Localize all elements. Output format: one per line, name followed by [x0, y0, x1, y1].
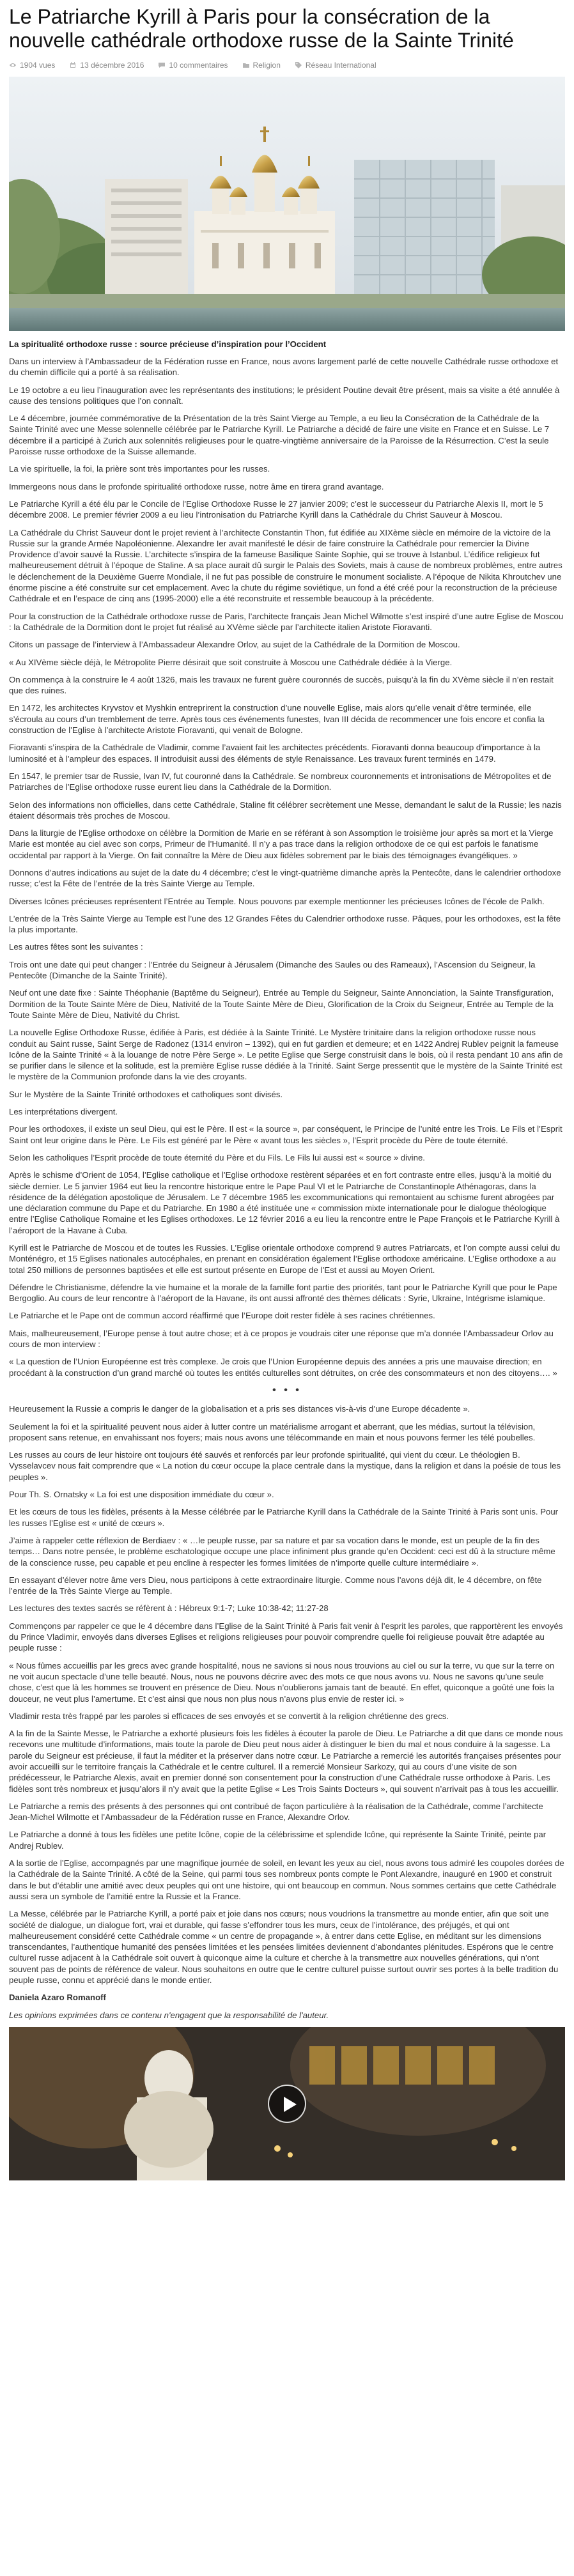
category-meta[interactable]: [242, 61, 281, 70]
article-subtitle: La spiritualité orthodoxe russe : source précieuse d’inspiration pour l’Occident: [9, 339, 327, 349]
paragraph: J’aime à rappeler cette réflexion de Berdiaev : « …le peuple russe, par sa nature et par sa vocation dans le monde, est un peuple de la fin des temps… Dans notre pensée, le problème eschatologique occupe une place infiniment plus grande qu’en Occident: ceci est dû à la structure même de la conscience russe, peu capable et peu encline à respecter les formes limitées de n’importe quelle culture intermédiaire ».: [9, 1535, 555, 1568]
paragraph: Seulement la foi et la spiritualité peuvent nous aider à lutter contre un matérialisme arrogant et aberrant, que les médias, surtout la télévision, proposent sans retenue, en envahissant nos foyers; mais nous avons une télécommande en main et nous pouvons fermer les télé poubelles.: [9, 1421, 536, 1442]
paragraph: A la sortie de l’Eglise, accompagnés par une magnifique journée de soleil, en levant les yeux au ciel, nous avons tous admiré les coupoles dorées de la Cathédrale de la Sainte Trinité. A côté de la Seine, qui parmi tous ses nombreux ponts compte le Pont Alexandre, inauguré en 1900 et construit dans le but d’établir une amitié avec deux peuples qui ont une histoire, qui ont beaucoup en commun. Nous sommes certains que cette Cathédrale aussi sera un symbole de l’amitié entre la Russie et la France.: [9, 1858, 564, 1901]
article-body: [9, 339, 565, 2021]
paragraph: Immergeons nous dans le profonde spiritualité orthodoxe russe, notre âme en tirera grand avantage.: [9, 481, 384, 491]
paragraph: Selon des informations non officielles, dans cette Cathédrale, Staline fit célébrer secrètement une Messe, demandant le salut de la Russie; les nazis étaient désormais très proches de Moscou.: [9, 799, 562, 821]
date-meta: [69, 61, 144, 70]
paragraph: Le Patriarche Kyrill a été élu par le Concile de l’Eglise Orthodoxe Russe le 27 janvier 2009; c’est le successeur du Patriarche Alexis II, mort le 5 décembre 2008. Le premier février 2009 a eu lieu l’intronisation du Patriarche Kyrill dans la Cathédrale du Christ Sauveur à Moscou.: [9, 498, 543, 520]
tags-meta[interactable]: [295, 61, 376, 70]
paragraph: « La question de l’Union Européenne est très complexe. Je crois que l’Union Européenne depuis des années a pris une mauvaise direction; en procédant à la construction d’un grand marché où toutes les entités culturelles sont détruites, on crée des consommateurs et non des citoyens…. »: [9, 1357, 557, 1378]
paragraph: La Cathédrale du Christ Sauveur dont le projet revient à l’architecte Constantin Thon, fut édifiée au XIXème siècle en mémoire de la victoire de la Russie sur la grande Armée Napoléonienne. Alexandre Ier avait manifesté le désir de faire construire la Cathédrale pour remercier la Divine Providence d’avoir sauvé la Russie. L’architecte s’inspira de la fameuse Basilique Sainte Sophie, qui se trouve à Istanbul. L’édifice religieux fut malheureusement détruit à l’époque de Staline. A sa place aurait dû surgir le Palais des Soviets, mais à cause de nombreux problèmes, entre autres le déclenchement de la Deuxième Guerre Mondiale, il ne fut pas possible de construire le monument socialiste. A l’époque de Nikita Khroutchev une énorme piscine a été construite sur cet emplacement. Avec la chute du régime soviétique, un fond a été créé pour la reconstruction de la précieuse Cathédrale et en l’espace de cinq ans (1995-2000) elle a été reconstruite et ressemble beaucoup à la précédente.: [9, 527, 562, 604]
paragraph: Pour les orthodoxes, il existe un seul Dieu, qui est le Père. Il est « la source », par conséquent, le Principe de l’unité entre les Trois. Le Fils et l’Esprit Saint ont leur origine dans le Père. Le Fils est généré par le Père « avant tous les siècles », l’Esprit procède du Père de toute éternité.: [9, 1124, 562, 1145]
comment-icon: [158, 61, 166, 69]
tag-link[interactable]: Réseau International: [305, 61, 376, 70]
paragraph: Commençons par rappeler ce que le 4 décembre dans l’Eglise de la Saint Trinité à Paris fait venir à l’esprit les paroles, que rapportèrent les envoyés du Prince Vladimir, envoyés dans diverses Eglises et religions religieuses pour pouvoir comprendre quelle foi religieuse pouvait être adaptée au peuple russe :: [9, 1621, 563, 1653]
paragraph: Défendre le Christianisme, défendre la vie humaine et la morale de la famille font partie des priorités, tant pour le Patriarche Kyrill que pour le Pape Bergoglio. Au cours de leur rencontre à l’aéroport de la Havane, ils ont aussi affronté des thèmes délicats : Syrie, Ukraine, Intégrisme islamique.: [9, 1282, 557, 1304]
paragraph: Le Patriarche a remis des présents à des personnes qui ont contribué de façon particulière à la réalisation de la Cathédrale, comme l’architecte Jean-Michel Wilmotte et l’Ambassadeur de la Fédération russe en France, Alexandre Orlov.: [9, 1801, 543, 1823]
paragraph: Heureusement la Russie a compris le danger de la globalisation et a pris ses distances vis-à-vis d’une Europe décadente ».: [9, 1404, 470, 1414]
paragraph: Dans la liturgie de l’Eglise orthodoxe on célèbre la Dormition de Marie en se référant à son Assomption le troisième jour après sa mort et la Vierge Marie est montée au ciel avec son corps, Primeur de l’Humanité. Il n’y a pas trace dans la religion orthodoxe de ce qui est parfois le fanatisme occidental par rapport à la Vierge. On fait connaître la Mère de Dieu aux fidèles sobrement par le biais des témoignages évangéliques. »: [9, 828, 554, 860]
paragraph: Sur le Mystère de la Sainte Trinité orthodoxes et catholiques sont divisés.: [9, 1089, 283, 1099]
paragraph: Le Patriarche a donné à tous les fidèles une petite Icône, copie de la célébrissime et splendide Icône, qui représente la Sainte Trinité, peinte par Andrej Rublev.: [9, 1830, 547, 1851]
paragraph: Selon les catholiques l’Esprit procède de toute éternité du Père et du Fils. Le Fils lui aussi est « source » divine.: [9, 1152, 425, 1162]
paragraph: Mais, malheureusement, l’Europe pense à tout autre chose; et à ce propos je voudrais citer une réponse que m’a donnée l’Ambassadeur Orlov au cours de mon interview :: [9, 1328, 554, 1350]
paragraph: En essayant d’élever notre âme vers Dieu, nous participons à cette extraordinaire liturgie. Comme nous l’avons déjà dit, le 4 décembre, on fête l’entrée de la Très Sainte Vierge au Temple.: [9, 1575, 542, 1596]
paragraph: Le 4 décembre, journée commémorative de la Présentation de la très Saint Vierge au Temple, a eu lieu la Consécration de la Cathédrale de la Sainte Trinité avec une Messe solennelle célébrée par le Patriarche Kyrill. Le Patriarche a décidé de faire une visite en France et en Suisse. Le 7 décembre il a participé à Zurich aux solennités religieuses pour le quatre-vingtième anniversaire de la Paroisse de la Résurrection. C’est la seule Paroisse russe orthodoxe de la Suisse allemande.: [9, 413, 550, 457]
paragraph: « Nous fûmes accueillis par les grecs avec grande hospitalité, nous ne savions si nous nous trouvions au ciel ou sur la terre, vu que sur la terre on ne voit aucun spectacle d’une telle beauté. Nous, nous ne pouvons décrire avec des mots ce que nous avons vu. Nous ne savons qu’une seule chose, c’est que là les hommes se trouvent en présence de Dieu. Nous n’oublierons jamais tant de beauté. En effet, quiconque a goûté une fois la douceur, ne veut plus l’amertume. Et c’est ainsi que nous non plus nous n’avons plus envie de rester ici. »: [9, 1660, 555, 1704]
paragraph: Diverses Icônes précieuses représentent l’Entrée au Temple. Nous pouvons par exemple mentionner les précieuses Icônes de l’école de Palkh.: [9, 896, 545, 906]
paragraph: La nouvelle Eglise Orthodoxe Russe, édifiée à Paris, est dédiée à la Sainte Trinité. Le Mystère trinitaire dans la religion orthodoxe russe nous conduit au Saint russe, Saint Serge de Radonez (1314 environ – 1392), qui en fut gardien et demeure; et en 1422 Andrej Rublev peignit la fameuse Icône de la Sainte Trinité « à la louange de notre Père Serge ». Le petite Eglise que Serge construisit dans le bois, où il resta pendant 10 ans afin de se purifier dans le silence et la solitude, est la première Eglise russe dédiée à la Trinité. Saint Serge pressentit que le mystère de la Sainte Trinité est le mystère de la Communion profonde dans la vie des croyants.: [9, 1028, 563, 1082]
paragraph: A la fin de la Sainte Messe, le Patriarche a exhorté plusieurs fois les fidèles à écouter la parole de Dieu. Le Patriarche a dit que dans ce monde nous recevons une multitude d’informations, mais toute la parole de Dieu peut nous aider à distinguer le bien du mal et nous conduire à la sagesse. La parole du Seigneur est précieuse, il faut la méditer et la préserver dans notre cœur. Le Patriarche a remercié les autorités françaises présentes pour avoir accueilli sur le territoire français la Cathédrale et le centre culturel. Il a remercié Monsieur Sarkozy, qui au cours d’une visite de son prédécesseur, le Patriarche Alexis, avait en premier donné son consentement pour la construction d’une Cathédrale russe orthodoxe à Paris. Les fidèles sont très nombreux et jusqu’alors il n’y avait que la petite Eglise « Les Trois Saints Docteurs », qui souvent n’arrivait pas à tous les accueillir.: [9, 1729, 563, 1794]
paragraph: Fioravanti s’inspira de la Cathédrale de Vladimir, comme l’avaient fait les architectes précédents. Fioravanti donna beaucoup d’importance à la luminosité et à l’ampleur des espaces. Il introduisit aussi des éléments de style Renaissance. Les travaux furent terminés en 1479.: [9, 743, 541, 764]
paragraph: Dans un interview à l’Ambassadeur de la Fédération russe en France, nous avons largement parlé de cette nouvelle Cathédrale russe orthodoxe et du chemin difficile qui a porté à sa réalisation.: [9, 357, 559, 378]
paragraph: Vladimir resta très frappé par les paroles si efficaces de ses envoyés et se convertit à la religion chrétienne des grecs.: [9, 1711, 449, 1721]
paragraph: La Messe, célébrée par le Patriarche Kyrill, a porté paix et joie dans nos cœurs; nous voudrions la transmettre au monde entier, afin que soit une société de dialogue, un dialogue fort, vrai et durable, qui fasse s’effondrer tous les murs, ceux de l’intolérance, des préjugés, et qui ont malheureusement considéré cette Cathédrale comme « un centre de propagande », à entrer dans cette Eglise, en méditant sur les dimensions transcendantes, l’authentique humanité des pensées limitées et les pensées limitées deviennent d’abondantes plénitudes. Espérons que le centre culturel russe adjacent à la Cathédrale soit ouvert à quiconque aime la culture et cherche à la transmettre aux nouvelles générations, qui n’ont souvent pas de points de référence de valeur. Nous souhaitons en outre que le centre culturel puisse surtout ouvrir ses portes à la belle tradition du peuple russe, connu et apprécié dans le monde entier.: [9, 1909, 559, 1986]
paragraph: Donnons d’autres indications au sujet de la date du 4 décembre; c’est le vingt-quatrième dimanche après la Pentecôte, dans le calendrier orthodoxe russe; c’est la Fête de l’entrée de la très Sainte Vierge au Temple.: [9, 867, 561, 889]
paragraph: Après le schisme d’Orient de 1054, l’Eglise catholique et l’Eglise orthodoxe restèrent séparées et en fort contraste entre elles, jusqu’à la moitié du siècle dernier. Le 5 janvier 1964 eut lieu la rencontre historique entre le Pape Paul VI et le Patriarche de Constantinople Athénagoras, dans la résidence de la délégation apostolique de Jérusalem. Le 7 décembre 1965 les excommunications qui remontaient au schisme furent abrogées par une déclaration commune du Pape et du Patriarche. En 1980 a été instituée une « commission mixte internationale pour le dialogue théologique entre l’Eglise Catholique Romaine et les Eglises orthodoxes. Le 12 février 2016 a eu lieu la rencontre entre le Pape François et le Patriarche Kyrill à l’aéroport de la Havane à Cuba.: [9, 1170, 560, 1235]
paragraph: Les autres fêtes sont les suivantes :: [9, 942, 143, 952]
paragraph: L’entrée de la Très Sainte Vierge au Temple est l’une des 12 Grandes Fêtes du Calendrier orthodoxe russe. Pâques, pour les orthodoxes, est la fête la plus importante.: [9, 913, 561, 935]
author-disclaimer: Les opinions exprimées dans ce contenu n'engagent que la responsabilité de l'auteur.: [9, 2010, 329, 2020]
section-separator: • • •: [272, 1384, 302, 1396]
category-link[interactable]: Religion: [252, 61, 281, 70]
play-icon[interactable]: [268, 2085, 306, 2123]
paragraph: Les lectures des textes sacrés se réfèrent à : Hébreux 9:1-7; Luke 10:38-42; 11:27-28: [9, 1603, 329, 1614]
paragraph: En 1472, les architectes Kryvstov et Myshkin entreprirent la construction d’une nouvelle Eglise, mais alors qu’elle venait d’être terminée, elle s’écroula au cours d’un tremblement de terre. Après tous ces événements funestes, Ivan III décida de recommencer une fois encore et confia la construction de l’Eglise à l’architecte Aristote Fioravanti, qui venait de Bologne.: [9, 703, 545, 736]
eye-icon: [9, 61, 17, 69]
paragraph: Citons un passage de l’interview à l’Ambassadeur Alexandre Orlov, au sujet de la Cathédrale de la Dormition de Moscou.: [9, 640, 460, 650]
paragraph: Pour la construction de la Cathédrale orthodoxe russe de Paris, l’architecte français Jean Michel Wilmotte s’est inspiré d’une autre Eglise de Moscou : la Cathédrale de la Dormition dont le projet fut réalisé au XVème siècle par l’architecte italien Aristote Fioravanti.: [9, 611, 564, 632]
tag-icon: [295, 61, 302, 69]
article-meta: [9, 60, 565, 70]
paragraph: Les interprétations divergent.: [9, 1107, 118, 1117]
paragraph: Neuf ont une date fixe : Sainte Théophanie (Baptême du Seigneur), Entrée au Temple du Seigneur, Sainte Annonciation, la Sainte Transfiguration, Dormition de la Toute Sainte Mère de Dieu, Nativité de la Toute Sainte Mère de Dieu, Glorification de la Croix du Seigneur, Entrée au Temple de la Toute Sainte Mère de Dieu, Nativité du Christ.: [9, 988, 554, 1020]
paragraph: Le Patriarche et le Pape ont de commun accord réaffirmé que l’Europe doit rester fidèle à ses racines chrétiennes.: [9, 1311, 435, 1321]
paragraph: Trois ont une date qui peut changer : l’Entrée du Seigneur à Jérusalem (Dimanche des Saules ou des Rameaux), l’Ascension du Seigneur, la Pentecôte (Dimanche de la Sainte Trinité).: [9, 959, 536, 981]
folder-icon: [242, 61, 250, 69]
paragraph: On commença à la construire le 4 août 1326, mais les travaux ne furent guère couronnés de succès, puisqu’à la fin du XVème siècle il n’en restait que des ruines.: [9, 674, 554, 696]
video-player[interactable]: [9, 2027, 565, 2180]
paragraph: En 1547, le premier tsar de Russie, Ivan IV, fut couronné dans la Cathédrale. Se nombreux couronnements et intronisations de Métropolites et de Patriarches de l’Eglise orthodoxe russe eurent lieu dans la Cathédrale de la Dormition.: [9, 771, 552, 792]
comments-link[interactable]: 10 commentaires: [169, 61, 228, 70]
paragraph: Kyrill est le Patriarche de Moscou et de toutes les Russies. L’Eglise orientale orthodoxe comprend 9 autres Patriarcats, et l’on compte aussi celui du Monténégro, et 15 Eglises nationales autocéphales, en prenant en considération également l’Eglise orthodoxe américaine. L’Eglise orthodoxe a au total 250 millions de personnes baptisées et elle est surtout présente en Europe de l’Est et aussi au Moyen Orient.: [9, 1243, 561, 1275]
paragraph: Les russes au cours de leur histoire ont toujours été sauvés et renforcés par leur profonde spiritualité, qui vient du cœur. Le théologien B. Vysselavcev nous fait comprendre que « La notion du cœur occupe la place centrale dans la mystique, dans la religion et dans la poésie de tous les peuples ».: [9, 1450, 561, 1482]
paragraph: « Au XIVème siècle déjà, le Métropolite Pierre désirait que soit construite à Moscou une Cathédrale dédiée à la Vierge.: [9, 657, 453, 667]
paragraph: Et les cœurs de tous les fidèles, présents à la Messe célébrée par le Patriarche Kyrill dans la Cathédrale de la Sainte Trinité à Paris sont unis. Pour les russes l’Eglise est « unité de cœurs ».: [9, 1507, 559, 1528]
post-date: 13 décembre 2016: [80, 61, 144, 70]
paragraph: La vie spirituelle, la foi, la prière sont très importantes pour les russes.: [9, 464, 270, 474]
cathedral-photo: [9, 77, 565, 331]
article-author: Daniela Azaro Romanoff: [9, 1993, 106, 2003]
paragraph: Pour Th. S. Ornatsky « La foi est une disposition immédiate du cœur ».: [9, 1490, 274, 1500]
article-title: Le Patriarche Kyrill à Paris pour la consécration de la nouvelle cathédrale orthodoxe russe de la Sainte Trinité: [9, 5, 514, 52]
views-count: 1904 vues: [20, 61, 56, 70]
comments-meta[interactable]: [158, 61, 228, 70]
paragraph: Le 19 octobre a eu lieu l’inauguration avec les représentants des institutions; le président Poutine devait être présent, mais sa visite a été annulée à cause des tensions politiques que l’on connaît.: [9, 385, 560, 406]
views-meta: [9, 61, 55, 70]
calendar-icon: [69, 61, 77, 69]
